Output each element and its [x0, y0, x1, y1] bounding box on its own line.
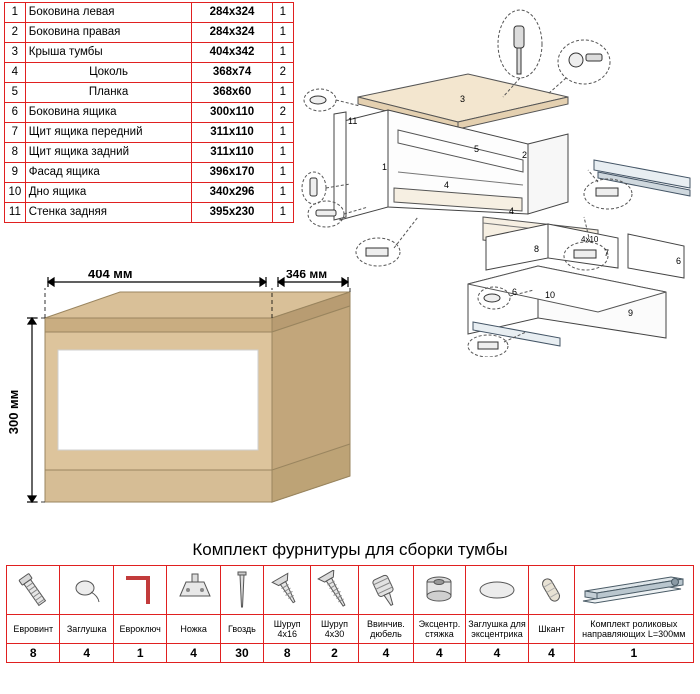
- hardware-count-dowel-screw: 4: [358, 644, 414, 663]
- part-name: Крыша тумбы: [25, 43, 192, 63]
- screw-4x30-icon: [314, 570, 356, 610]
- table-row: [5, 143, 294, 163]
- callout-6b: 6: [676, 256, 682, 266]
- hardware-count-cap: 4: [60, 644, 113, 663]
- hardware-cell-screw-4x16: [264, 566, 311, 615]
- hardware-count-row: [7, 644, 694, 663]
- part-name: Фасад ящика: [25, 163, 192, 183]
- hardware-count-cam-cap: 4: [465, 644, 529, 663]
- table-row: [5, 63, 294, 83]
- hardware-count-drawer-slides: 1: [574, 644, 693, 663]
- table-row: [5, 23, 294, 43]
- table-row: [5, 83, 294, 103]
- callout-8: 8: [534, 244, 540, 254]
- euro-screw-icon: [13, 570, 53, 610]
- hardware-label-row: [7, 615, 694, 644]
- hardware-section-title: Комплект фурнитуры для сборки тумбы: [192, 540, 508, 559]
- hardware-cell-allen-key: [113, 566, 166, 615]
- parts-table: [4, 2, 294, 223]
- dowel-screw-icon: [363, 570, 409, 610]
- hardware-label-leg: Ножка: [167, 615, 220, 644]
- part-number: 9: [5, 163, 26, 183]
- parts-table-body: [5, 3, 294, 223]
- table-row: [5, 183, 294, 203]
- part-qty: 1: [272, 143, 293, 163]
- hardware-count-screw-4x16: 8: [264, 644, 311, 663]
- nail-icon: [227, 569, 257, 611]
- part-name: Щит ящика передний: [25, 123, 192, 143]
- part-number: 2: [5, 23, 26, 43]
- height-dimension-label: 300 мм: [6, 389, 21, 435]
- hardware-cell-cam-lock: [414, 566, 465, 615]
- part-number: 6: [5, 103, 26, 123]
- callout-9: 9: [628, 308, 634, 318]
- part-size: 368х60: [192, 83, 272, 103]
- hardware-label-cap: Заглушка: [60, 615, 113, 644]
- part-number: 5: [5, 83, 26, 103]
- label-4x10: 4х10: [581, 235, 599, 244]
- table-row: [5, 3, 294, 23]
- part-name: Планка: [25, 83, 192, 103]
- part-number: 8: [5, 143, 26, 163]
- part-name: Боковина ящика: [25, 103, 192, 123]
- hardware-cell-cam-cap: [465, 566, 529, 615]
- part-size: 395х230: [192, 203, 272, 223]
- hardware-cell-cap: [60, 566, 113, 615]
- hardware-count-euro-screw: 8: [7, 644, 60, 663]
- hardware-count-dowel: 4: [529, 644, 574, 663]
- part-number: 10: [5, 183, 26, 203]
- cam-lock-icon: [419, 570, 459, 610]
- part-number: 7: [5, 123, 26, 143]
- cap-icon: [67, 570, 107, 610]
- width-dimension-label: 404 мм: [88, 270, 133, 281]
- hardware-cell-dowel-screw: [358, 566, 414, 615]
- callout-6a: 6: [512, 287, 518, 297]
- callout-11: 11: [348, 116, 358, 126]
- callout-7: 7: [604, 248, 610, 258]
- hardware-cell-leg: [167, 566, 220, 615]
- callout-5: 5: [474, 144, 480, 154]
- part-number: 4: [5, 63, 26, 83]
- hardware-count-nail: 30: [220, 644, 263, 663]
- depth-dimension-label: 346 мм: [286, 270, 328, 281]
- part-name: Дно ящика: [25, 183, 192, 203]
- table-row: [5, 123, 294, 143]
- part-qty: 1: [272, 163, 293, 183]
- hardware-label-nail: Гвоздь: [220, 615, 263, 644]
- leg-icon: [172, 570, 216, 610]
- hardware-label-dowel-screw: Ввинчив. дюбель: [358, 615, 414, 644]
- part-qty: 1: [272, 83, 293, 103]
- table-row: [5, 203, 294, 223]
- part-number: 11: [5, 203, 26, 223]
- hardware-table: [6, 565, 694, 663]
- hardware-count-allen-key: 1: [113, 644, 166, 663]
- part-size: 396х170: [192, 163, 272, 183]
- part-qty: 1: [272, 23, 293, 43]
- hardware-count-screw-4x30: 2: [311, 644, 358, 663]
- cam-cap-icon: [473, 570, 521, 610]
- hardware-count-cam-lock: 4: [414, 644, 465, 663]
- part-qty: 2: [272, 63, 293, 83]
- part-qty: 1: [272, 3, 293, 23]
- drawer-slides-icon: [579, 569, 689, 611]
- allen-key-icon: [120, 570, 160, 610]
- part-qty: 1: [272, 43, 293, 63]
- hardware-count-leg: 4: [167, 644, 220, 663]
- callout-3: 3: [460, 94, 466, 104]
- hardware-icon-row: [7, 566, 694, 615]
- hardware-cell-nail: [220, 566, 263, 615]
- hardware-label-dowel: Шкант: [529, 615, 574, 644]
- hardware-label-screw-4x30: Шуруп 4х30: [311, 615, 358, 644]
- part-qty: 1: [272, 183, 293, 203]
- callout-10: 10: [545, 290, 556, 300]
- hardware-label-cam-cap: Заглушка для эксцентрика: [465, 615, 529, 644]
- hardware-label-allen-key: Евроключ: [113, 615, 166, 644]
- callout-2: 2: [522, 150, 528, 160]
- part-number: 1: [5, 3, 26, 23]
- part-size: 404х342: [192, 43, 272, 63]
- part-name: Боковина правая: [25, 23, 192, 43]
- hardware-label-cam-lock: Эксцентр. стяжка: [414, 615, 465, 644]
- hardware-cell-euro-screw: [7, 566, 60, 615]
- part-size: 340х296: [192, 183, 272, 203]
- part-size: 284х324: [192, 3, 272, 23]
- hardware-label-screw-4x16: Шуруп 4х16: [264, 615, 311, 644]
- callout-4: 4: [444, 180, 450, 190]
- screw-4x16-icon: [266, 570, 308, 610]
- hardware-cell-screw-4x30: [311, 566, 358, 615]
- part-name: Боковина левая: [25, 3, 192, 23]
- callout-1: 1: [382, 162, 388, 172]
- hardware-label-drawer-slides: Комплект роликовых направляющих L=300мм: [574, 615, 693, 644]
- part-size: 284х324: [192, 23, 272, 43]
- part-qty: 2: [272, 103, 293, 123]
- part-qty: 1: [272, 123, 293, 143]
- part-size: 311х110: [192, 143, 272, 163]
- part-name: Щит ящика задний: [25, 143, 192, 163]
- table-row: [5, 43, 294, 63]
- part-name: Цоколь: [25, 63, 192, 83]
- hardware-label-euro-screw: Евровинт: [7, 615, 60, 644]
- table-row: [5, 163, 294, 183]
- part-qty: 1: [272, 203, 293, 223]
- dowel-icon: [531, 570, 571, 610]
- hardware-cell-dowel: [529, 566, 574, 615]
- part-size: 300х110: [192, 103, 272, 123]
- part-name: Стенка задняя: [25, 203, 192, 223]
- hardware-cell-drawer-slides: [574, 566, 693, 615]
- table-row: [5, 103, 294, 123]
- part-number: 3: [5, 43, 26, 63]
- part-size: 368х74: [192, 63, 272, 83]
- cabinet-dimension-view: [0, 270, 380, 550]
- part-size: 311х110: [192, 123, 272, 143]
- callout-4-lower: 4: [509, 206, 515, 216]
